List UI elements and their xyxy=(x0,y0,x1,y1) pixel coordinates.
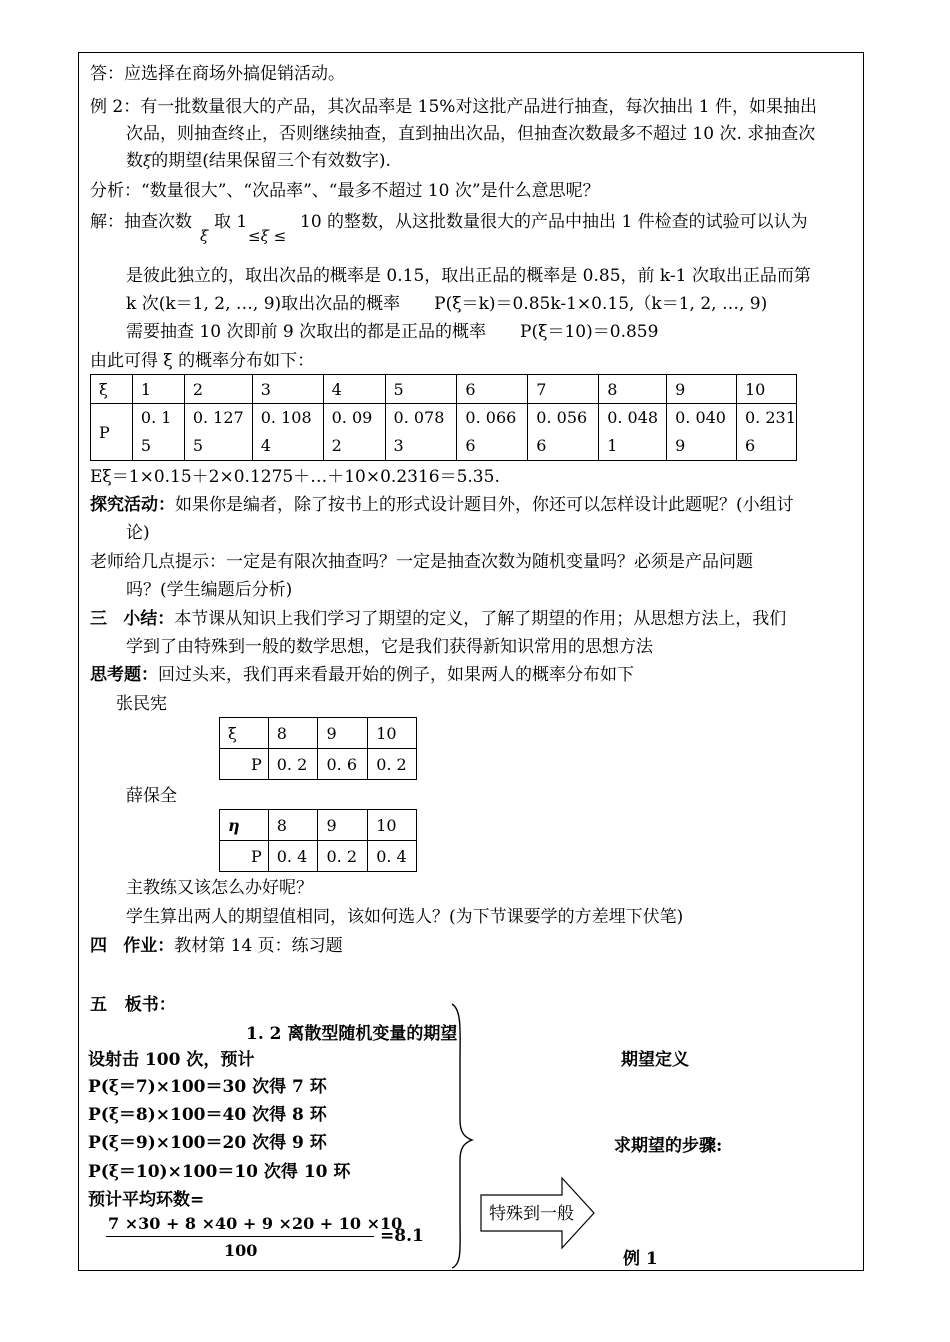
think-label: 思考题： xyxy=(90,665,158,685)
person-xue: 薛保全 xyxy=(126,786,177,806)
cell: 8 xyxy=(599,375,667,404)
analysis-line: 分析：“数量很大”、“次品率”、“最多不超过 10 次”是什么意思呢？ xyxy=(90,181,600,201)
summary-text: 本节课从知识上我们学习了期望的定义，了解了期望的作用；从思想方法上，我们 xyxy=(174,609,787,629)
fraction-denominator: 100 xyxy=(224,1241,258,1260)
solution-a: 解：抽查次数 xyxy=(90,212,192,232)
homework-line xyxy=(90,936,343,956)
cell: 0. 4 xyxy=(368,841,417,872)
cell: 0. 1 5 xyxy=(132,404,184,461)
summary-label: 小结： xyxy=(123,609,175,629)
cell: P xyxy=(220,749,269,780)
cell: 0. 2 xyxy=(268,749,318,780)
person-zhang: 张民宪 xyxy=(116,694,167,714)
summary-number: 三 xyxy=(90,609,107,629)
board-line3: P(ξ＝8)×100＝40 次得 8 环 xyxy=(88,1105,327,1125)
students-line: 学生算出两人的期望值相同，该如何选人？(为下节课要学的方差埋下伏笔) xyxy=(126,907,684,927)
cell: 8 xyxy=(268,718,318,749)
think-text: 回过头来，我们再来看最开始的例子，如果两人的概率分布如下 xyxy=(158,665,634,685)
cell: 0. 048 1 xyxy=(599,404,667,461)
cell: 0. 056 6 xyxy=(528,404,599,461)
board-line5: P(ξ＝10)×100＝10 次得 10 环 xyxy=(88,1162,351,1182)
summary-line2: 学到了由特殊到一般的数学思想，它是我们获得新知识常用的思想方法 xyxy=(126,637,653,657)
cell: 0. 078 3 xyxy=(385,404,457,461)
board-line1: 设射击 100 次，预计 xyxy=(88,1050,255,1070)
cell: ξ xyxy=(91,375,133,404)
cell: 10 xyxy=(736,375,796,404)
example2-line2: 次品，则抽查终止，否则继续抽查，直到抽出次品，但抽查次数最多不超过 10 次. 求抽查次 xyxy=(126,124,816,144)
cell: P xyxy=(91,404,133,461)
arrow-label: 特殊到一般 xyxy=(489,1204,574,1224)
board-right2: 求期望的步骤: xyxy=(614,1136,723,1156)
fraction-numerator: 7 ×30 + 8 ×40 + 9 ×20 + 10 ×10 xyxy=(108,1214,403,1233)
think-line xyxy=(90,665,634,685)
cell: 1 xyxy=(132,375,184,404)
explore-line1 xyxy=(90,495,794,515)
cell: 0. 6 xyxy=(318,749,368,780)
board-right3: 例 1 xyxy=(623,1249,658,1269)
fraction-bar xyxy=(106,1236,374,1237)
cell: 4 xyxy=(323,375,385,404)
cell: 5 xyxy=(385,375,457,404)
board-right1: 期望定义 xyxy=(621,1050,689,1070)
example2-line3 xyxy=(126,151,391,171)
cell: 7 xyxy=(528,375,599,404)
example2-line3-b: 的期望(结果保留三个有效数字). xyxy=(151,151,391,171)
zhang-table xyxy=(219,717,417,780)
fraction-result: =8.1 xyxy=(380,1226,424,1246)
cell: 0. 2 xyxy=(318,841,368,872)
cell: 2 xyxy=(184,375,252,404)
coach-line: 主教练又该怎么办好呢？ xyxy=(126,878,313,898)
board-title: 1. 2 离散型随机变量的期望 xyxy=(246,1024,458,1044)
solution-range: ≤ξ ≤ xyxy=(248,227,287,245)
solution-line2: 是彼此独立的，取出次品的概率是 0.15，取出正品的概率是 0.85，前 k-1 次取出正品而第 xyxy=(126,266,811,286)
summary-line1 xyxy=(90,609,786,629)
cell: ξ xyxy=(220,718,269,749)
hint-line2: 吗？(学生编题后分析) xyxy=(126,580,293,600)
curly-brace xyxy=(450,1002,480,1270)
board-number: 五 xyxy=(90,995,107,1015)
explore-text: 如果你是编者，除了按书上的形式设计题目外，你还可以怎样设计此题呢？(小组讨 xyxy=(175,495,794,515)
cell: 0. 108 4 xyxy=(252,404,323,461)
example2-line1: 例 2：有一批数量很大的产品，其次品率是 15%对这批产品进行抽查，每次抽出 1 件，如果抽出 xyxy=(90,97,818,117)
xi-row xyxy=(91,375,797,404)
answer-line: 答：应选择在商场外搞促销活动。 xyxy=(90,64,345,84)
board-line2: P(ξ＝7)×100＝30 次得 7 环 xyxy=(88,1077,327,1097)
solution-line3: k 次(k＝1, 2, …, 9)取出次品的概率 P(ξ＝k)＝0.85k-1×0.15,（k＝1, 2, …, 9) xyxy=(126,294,768,314)
distribution-table xyxy=(90,374,797,461)
xi-symbol-sub: ξ xyxy=(200,227,209,245)
example2-line3-a: 数 xyxy=(126,151,143,171)
cell: 10 xyxy=(368,810,417,841)
homework-number: 四 xyxy=(90,936,107,956)
board-label: 板书： xyxy=(124,995,176,1015)
cell: 6 xyxy=(457,375,528,404)
homework-label: 作业： xyxy=(123,936,175,956)
xue-table xyxy=(219,809,417,872)
explore-line2: 论) xyxy=(126,523,150,543)
cell: 3 xyxy=(252,375,323,404)
cell: 10 xyxy=(368,718,417,749)
homework-text: 教材第 14 页：练习题 xyxy=(174,936,343,956)
cell: 0. 09 2 xyxy=(323,404,385,461)
hint-line1: 老师给几点提示：一定是有限次抽查吗？一定是抽查次数为随机变量吗？必须是产品问题 xyxy=(90,552,753,572)
cell: 9 xyxy=(667,375,737,404)
cell: 9 xyxy=(318,718,368,749)
cell: P xyxy=(220,841,269,872)
cell: 0. 066 6 xyxy=(457,404,528,461)
p-row xyxy=(91,404,797,461)
cell: 0. 040 9 xyxy=(667,404,737,461)
cell: 8 xyxy=(268,810,318,841)
explore-label: 探究活动： xyxy=(90,495,175,515)
solution-d: 10 的整数，从这批数量很大的产品中抽出 1 件检查的试验可以认为 xyxy=(300,212,808,232)
board-line4: P(ξ＝9)×100＝20 次得 9 环 xyxy=(88,1133,327,1153)
solution-line1 xyxy=(90,212,192,232)
xi-symbol: ξ xyxy=(143,152,152,170)
cell: 0. 4 xyxy=(268,841,318,872)
board-heading xyxy=(90,995,176,1015)
solution-line4: 需要抽查 10 次即前 9 次取出的都是正品的概率 P(ξ＝10)＝0.859 xyxy=(126,322,659,342)
cell: 0. 231 6 xyxy=(736,404,796,461)
board-line6: 预计平均环数= xyxy=(88,1190,205,1210)
solution-b: 取 1 xyxy=(214,212,248,232)
expectation-line: Eξ＝1×0.15＋2×0.1275＋…＋10×0.2316＝5.35. xyxy=(90,467,500,487)
cell: 0. 127 5 xyxy=(184,404,252,461)
distribution-intro: 由此可得 ξ 的概率分布如下： xyxy=(90,351,315,371)
cell: η xyxy=(220,810,269,841)
cell: 9 xyxy=(318,810,368,841)
cell: 0. 2 xyxy=(368,749,417,780)
